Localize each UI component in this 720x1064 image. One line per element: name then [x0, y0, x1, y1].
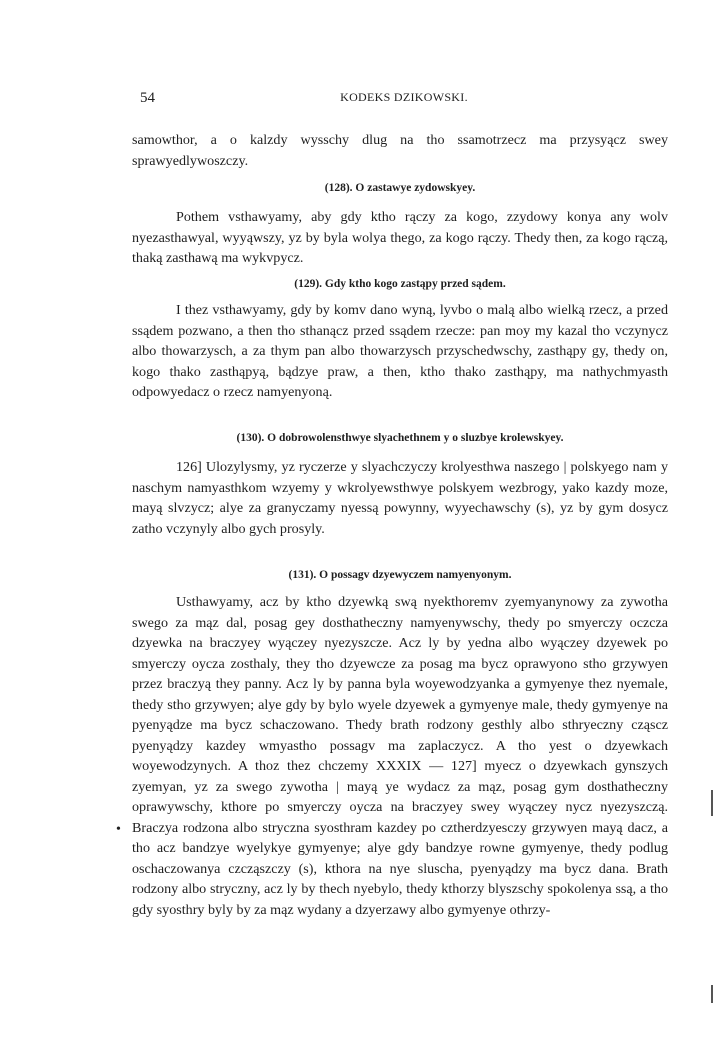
scan-edge-mark — [711, 790, 713, 816]
section-heading-131: (131). O possagv dzyewyczem namyenyonym. — [288, 569, 512, 581]
paragraph-text: Usthawyamy, acz by ktho dzyewką swą nyekthoremv zyemyanynowy za zywotha swego za mąz dal, posag gey dosthatheczny namyenywschy, thedy po smyerczy oczcza dzyewka na braczyey wyączey nyezyszcze. Acz ly by yedna albo wyączey dzyewek po smyerczy oycza zosthaly, they tho dzyewcze za posag ma bycz oprawyono stho grzywyen przez braczyą they panny. Acz ly by panna byla woyewodzyanka a gymyenye thez nyemale, thedy stho grzywyen; alye gdy by bylo wyele dzyewek a gymyenye male, thedy gymyenye na pyenyądze ma bycz schaczowano. Thedy brath rodzony gesthly albo sthryeczny cząscz pyenyądzy kazdey wmyastho possagv ma zaplaczycz. A tho yest o dzyewkach woyewodzynych. A thoz thez chczemy XXXIX — 127] myecz o dzyewkach gynszych zyemyan, yz za swego zywotha | mayą ye wydacz za mąz, posag gym dosthatheczny oprawywschy, kthore po smyerczy oycza na braczyey swey wyączey nycz nyezyszczą. Braczya rodzona albo stryczna syosthram kazdey po cztherdzyesczy grzywyen mayą dacz, a tho acz bandzye wyelykye gymyenye; alye gdy bandzye rowne gymyenye, thedy podlug oschaczowanya czcząszczy (s), kthora na nye sluscha, pyenyądzy ma bycz dana. Brath rodzony albo stryczny, acz ly by thech nyebylo, thedy kthorzy blyszschy spokolenya ssą, a tho gdy syosthry byly by za mąz wydany a dzyerzawy albo gymyenye othrzy- — [132, 594, 668, 918]
paragraph-text: Pothem vsthawyamy, aby gdy ktho rączy za kogo, zzydowy konya any wolv nyezasthawyal, wyyąwszy, yz by byla wolya thego, za kogo rączy. Thedy then, za kogo rączą, thaką zasthawą ma wykvpycz. — [132, 209, 668, 266]
running-title: KODEKS DZIKOWSKI. — [340, 90, 468, 104]
paragraph-intro — [132, 130, 668, 171]
page-header — [140, 90, 668, 110]
paragraph-131 — [132, 592, 668, 920]
scan-edge-mark — [711, 985, 713, 1003]
paragraph-text: 126] Ulozylysmy, yz ryczerze y slyachczyczy krolyesthwa naszego | polskyego nam y naschym namyasthkom wzyemy y wkrolyewsthwye polskyem wezbrogy, yako kazdy moze, mayą slvzycz; alye za granyczamy nyessą powynny, wyyechawschy (s), yz by gym dosycz zatho vczynyly albo gych prosyly. — [132, 459, 668, 537]
section-heading-128: (128). O zastawye zydowskyey. — [324, 182, 476, 194]
section-heading-130: (130). O dobrowolensthwye slyachethnem y o sluzbye krolewskyey. — [236, 432, 564, 444]
paragraph-130 — [132, 457, 668, 539]
section-heading-129: (129). Gdy ktho kogo zastąpy przed sądem. — [294, 278, 506, 290]
page-number: 54 — [140, 90, 155, 106]
paragraph-text: samowthor, a o kalzdy wysschy dlug na tho ssamotrzecz ma przysyącz swey sprawyedlywoszczy. — [132, 132, 668, 169]
paragraph-128 — [132, 207, 668, 269]
margin-mark: • — [116, 822, 121, 837]
paragraph-129 — [132, 300, 668, 403]
paragraph-text: I thez vsthawyamy, gdy by komv dano wyną, lyvbo o malą albo wielką rzecz, a przed ssądem pozwano, a then tho sthanącz przed ssądem rzecze: pan moy my kazal tho vczynycz albo thowarzysch, a za thym pan albo thowarzysch przyschedwschy, zasthąpy gy, thedy on, kogo thako zasthąpyą, bądzye praw, a then, ktho thako zasthąpy, ma nathychmyasth odpowyedacz o rzecz namyenyoną. — [132, 302, 668, 400]
